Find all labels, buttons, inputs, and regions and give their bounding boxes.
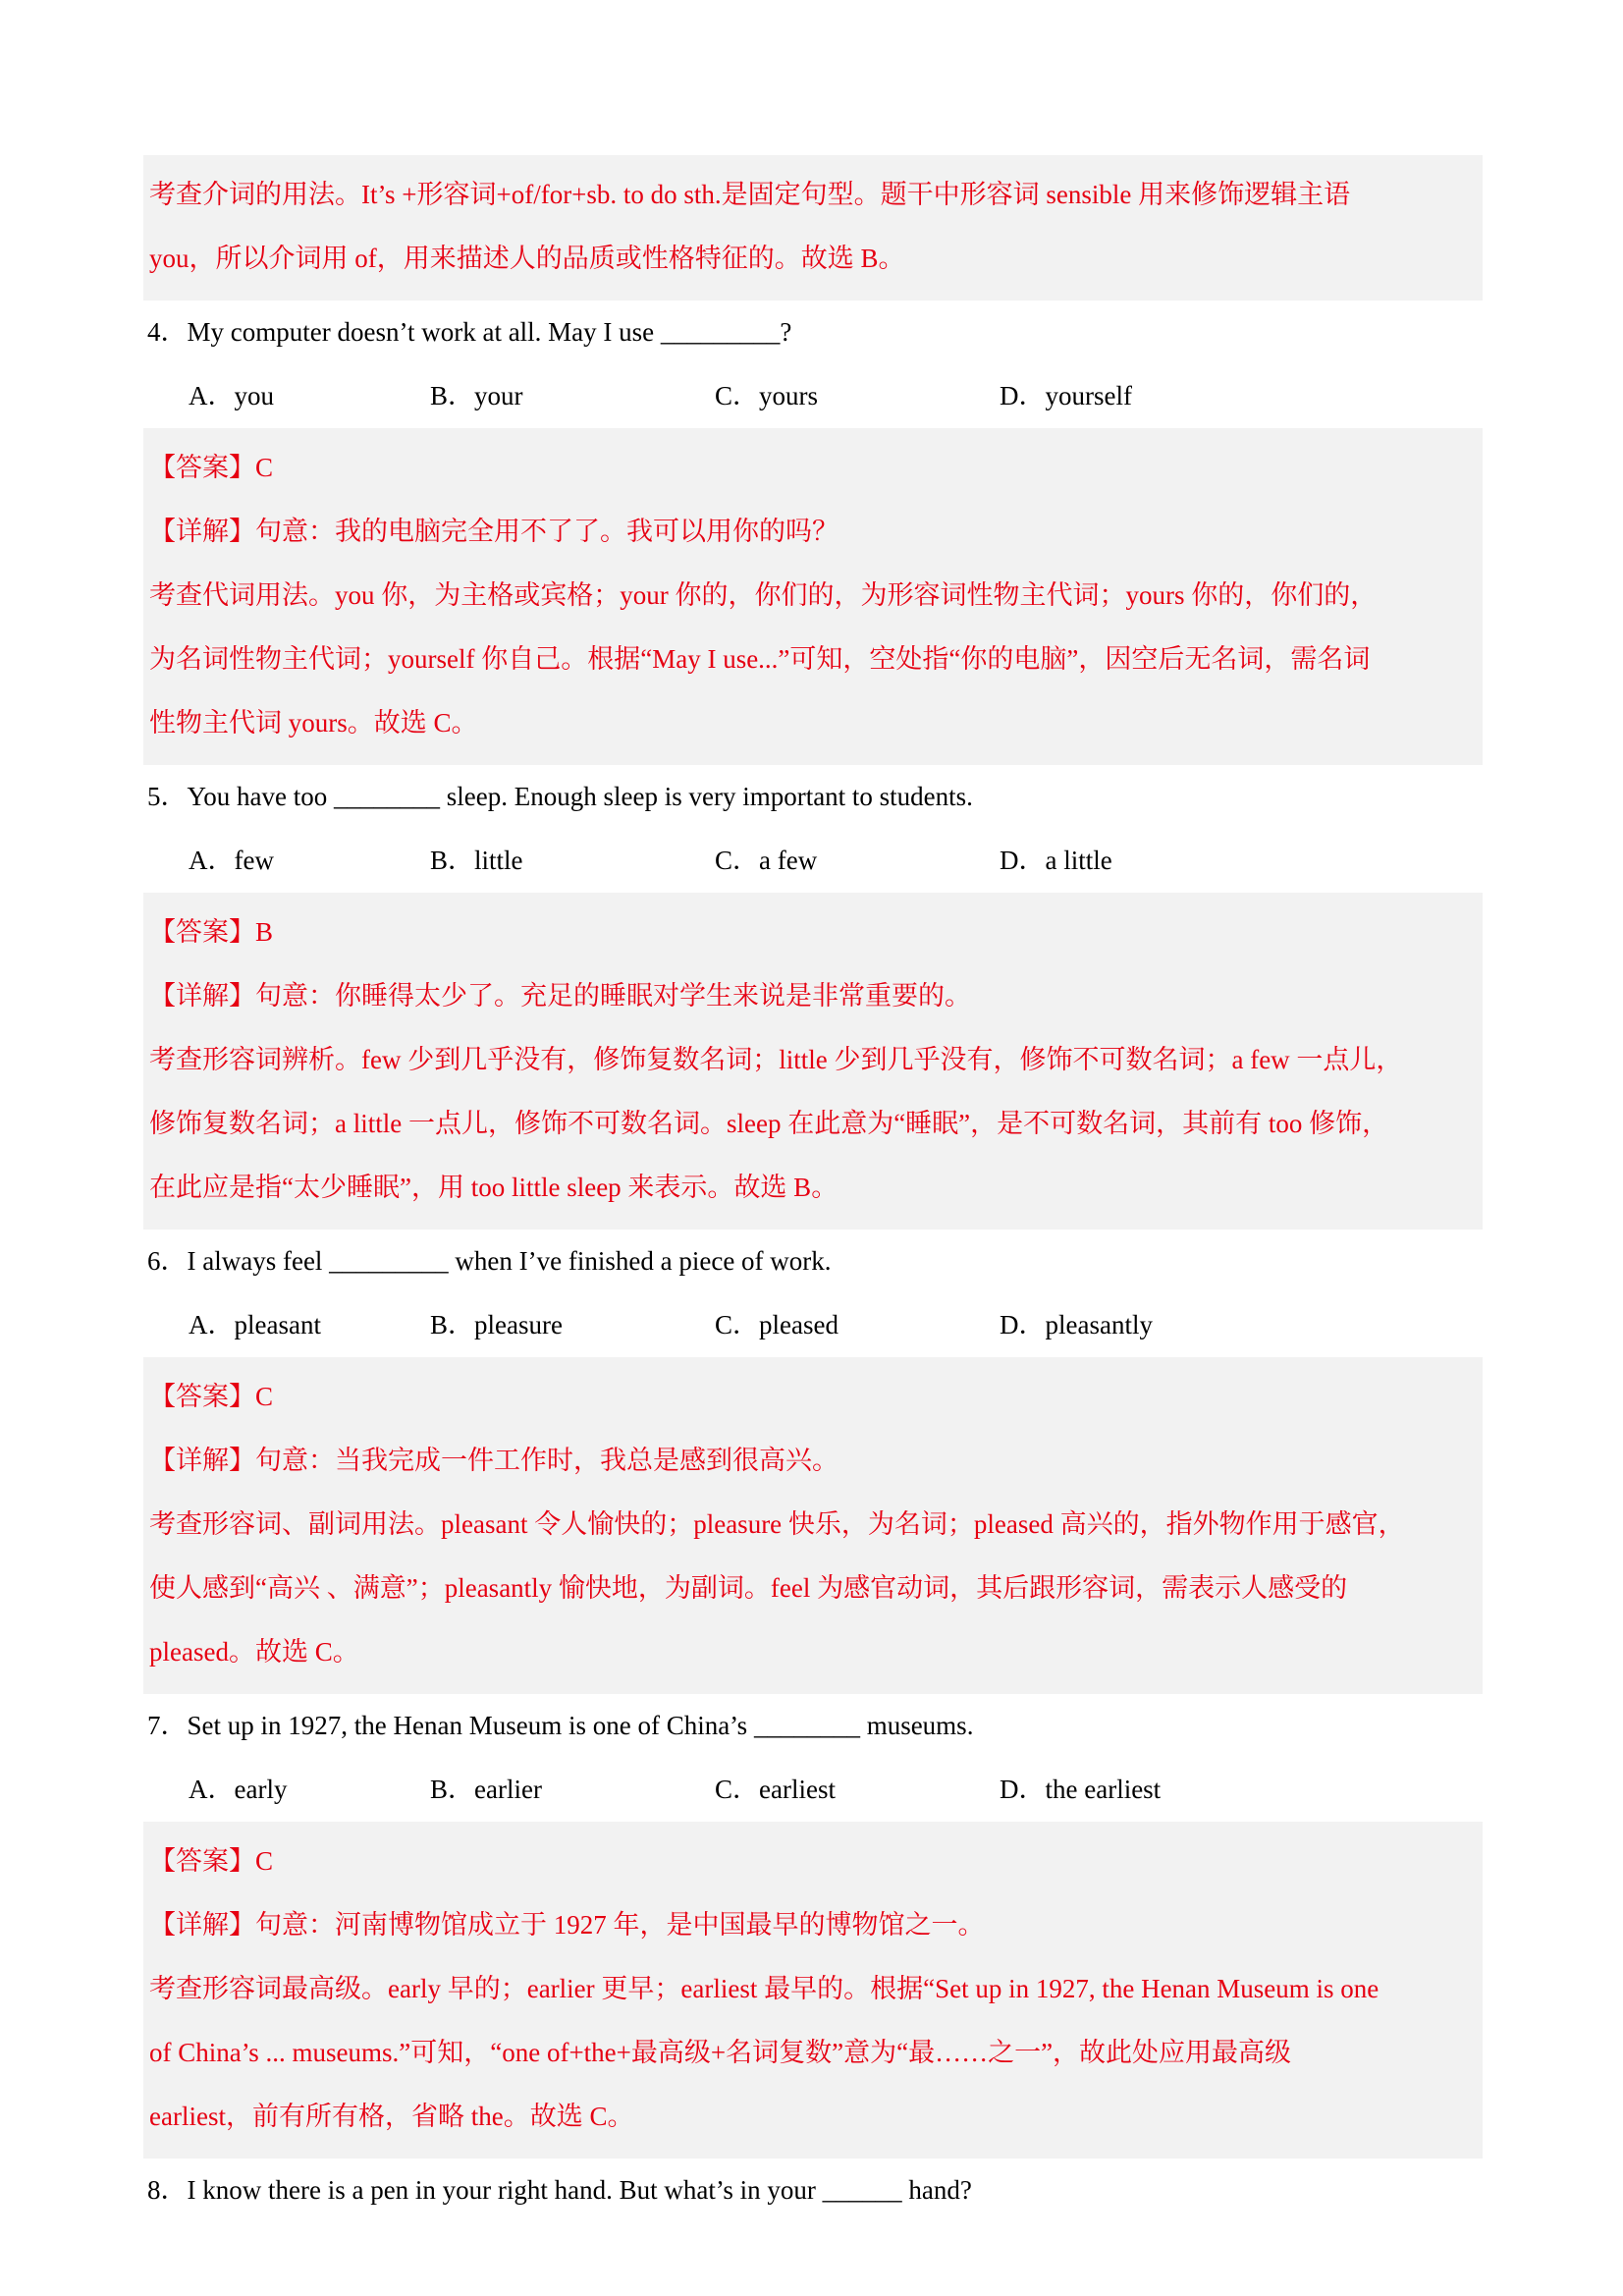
option-c: C．yours — [715, 381, 819, 410]
option-a: A．pleasant — [189, 1310, 321, 1339]
options-row — [143, 829, 1483, 893]
explanation-line: 【详解】句意：当我完成一件工作时，我总是感到很高兴。 — [149, 1446, 839, 1475]
explanation-line: 在此应是指“太少睡眠”，用 too little sleep 来表示。故选 B。 — [149, 1173, 839, 1202]
question-text: 8．I know there is a pen in your right hand. But what’s in your ______ hand? — [147, 2175, 972, 2205]
explanation-line: of China’s ... museums.”可知，“one of+the+最高级+名词复数”意为“最……之一”，故此处应用最高级 — [149, 2038, 1292, 2067]
explanation-block — [143, 1357, 1483, 1694]
explanation-block — [143, 155, 1483, 301]
explanation-line: 考查形容词最高级。early 早的；earlier 更早；earliest 最早的。根据“Set up in 1927, the Henan Museum is one — [149, 1974, 1380, 2003]
explanation-line: 考查形容词、副词用法。pleasant 令人愉快的；pleasure 快乐，为名词；pleased 高兴的，指外物作用于感官， — [149, 1509, 1405, 1539]
option-b: B．pleasure — [430, 1310, 563, 1339]
options-row — [143, 364, 1483, 428]
option-d: D．the earliest — [1000, 1775, 1162, 1804]
explanation-line: 使人感到“高兴 、满意”；pleasantly 愉快地，为副词。feel 为感官动词，其后跟形容词，需表示人感受的 — [149, 1573, 1348, 1603]
explanation-line: earliest，前有所有格，省略 the。故选 C。 — [149, 2102, 634, 2131]
option-a: A．early — [189, 1775, 288, 1804]
option-d: D．pleasantly — [1000, 1310, 1153, 1339]
question-text: 6．I always feel _________ when I’ve finished a piece of work. — [147, 1246, 832, 1276]
explanation-line: 【详解】句意：你睡得太少了。充足的睡眠对学生来说是非常重要的。 — [149, 981, 971, 1011]
option-a: A．you — [189, 381, 274, 410]
option-c: C．a few — [715, 846, 818, 875]
option-d: D．yourself — [1000, 381, 1132, 410]
option-b: B．your — [430, 381, 523, 410]
explanation-line: 【答案】C — [149, 453, 274, 482]
explanation-line: you，所以介词用 of，用来描述人的品质或性格特征的。故选 B。 — [149, 244, 905, 273]
option-d: D．a little — [1000, 846, 1112, 875]
explanation-line: 考查介词的用法。It’s +形容词+of/for+sb. to do sth.是固定句型。题干中形容词 sensible 用来修饰逻辑主语 — [149, 180, 1351, 209]
explanation-line: 为名词性物主代词；yourself 你自己。根据“May I use...”可知，空处指“你的电脑”，因空后无名词，需名词 — [149, 644, 1371, 674]
question-text: 7．Set up in 1927, the Henan Museum is one of China’s ________ museums. — [147, 1711, 974, 1740]
explanation-line: 【详解】句意：河南博物馆成立于 1927 年，是中国最早的博物馆之一。 — [149, 1910, 985, 1940]
explanation-block — [143, 428, 1483, 765]
option-b: B．earlier — [430, 1775, 542, 1804]
explanation-block — [143, 1822, 1483, 2159]
explanation-line: 【答案】B — [149, 917, 274, 947]
explanation-line: 考查形容词辨析。few 少到几乎没有，修饰复数名词；little 少到几乎没有，修饰不可数名词；a few 一点儿， — [149, 1045, 1403, 1074]
explanation-line: 修饰复数名词；a little 一点儿，修饰不可数名词。sleep 在此意为“睡眠”，是不可数名词，其前有 too 修饰， — [149, 1109, 1389, 1138]
explanation-line: 【答案】C — [149, 1846, 274, 1876]
option-c: C．pleased — [715, 1310, 839, 1339]
options-row — [143, 1758, 1483, 1822]
explanation-line: 【详解】句意：我的电脑完全用不了了。我可以用你的吗？ — [149, 517, 839, 546]
options-row — [143, 1293, 1483, 1357]
explanation-line: 性物主代词 yours。故选 C。 — [149, 708, 478, 738]
option-c: C．earliest — [715, 1775, 836, 1804]
document-content — [143, 155, 1483, 2222]
question-text: 4．My computer doesn’t work at all. May I use _________? — [147, 317, 792, 347]
question-text: 5．You have too ________ sleep. Enough sleep is very important to students. — [147, 782, 973, 811]
option-b: B．little — [430, 846, 523, 875]
explanation-block — [143, 893, 1483, 1230]
explanation-line: pleased。故选 C。 — [149, 1637, 359, 1667]
explanation-line: 【答案】C — [149, 1382, 274, 1411]
option-a: A．few — [189, 846, 274, 875]
explanation-line: 考查代词用法。you 你，为主格或宾格；your 你的，你们的，为形容词性物主代词；yours 你的，你们的， — [149, 580, 1378, 610]
